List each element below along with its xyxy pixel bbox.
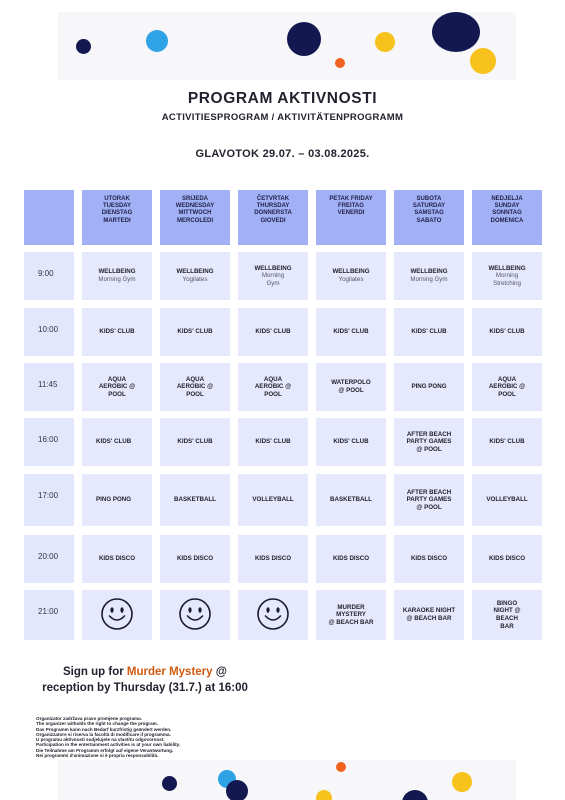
smiley-icon: [256, 597, 290, 634]
schedule-table: [24, 190, 548, 642]
time-label: 9:00: [38, 269, 54, 278]
activity-name: AFTER BEACH PARTY GAMES @ POOL: [406, 430, 452, 453]
activity-detail: Morning Gym: [410, 276, 448, 283]
time-label: 17:00: [38, 491, 59, 500]
day-name-line: TUESDAY: [102, 203, 132, 210]
day-name-line: DOMENICA: [490, 217, 524, 224]
activity-name: BASKETBALL: [174, 496, 216, 504]
activity-name: VOLLEYBALL: [486, 496, 528, 504]
signup-line2: reception by Thursday (31.7.) at 16:00: [42, 682, 248, 694]
activity-cell: [394, 252, 464, 300]
time-slot: [24, 535, 74, 583]
activity-cell: [160, 252, 230, 300]
day-name-line: SUNDAY: [494, 203, 520, 210]
activity-name: KIDS' CLUB: [177, 328, 213, 336]
day-name-line: MARTEDI: [103, 217, 131, 224]
day-header: [472, 190, 542, 245]
disclaimer-line: Organizator zadržava pravo promjene programa.: [36, 716, 142, 721]
day-header: [160, 190, 230, 245]
activity-name: MURDER MYSTERY @ BEACH BAR: [328, 603, 374, 626]
activity-name: AFTER BEACH PARTY GAMES @ POOL: [406, 488, 452, 511]
activity-cell: [472, 474, 542, 526]
day-name-line: DIENSTAG: [101, 210, 133, 217]
activity-cell: [238, 535, 308, 583]
activity-cell: [82, 252, 152, 300]
activity-name: WELLBEING: [410, 268, 448, 276]
activity-name: KIDS' CLUB: [489, 328, 525, 336]
activity-detail: Morning Gym: [98, 276, 136, 283]
page-title: PROGRAM AKTIVNOSTI: [187, 90, 378, 107]
day-name-line: FREITAG: [338, 203, 364, 210]
activity-cell: [160, 363, 230, 411]
activity-name: BASKETBALL: [330, 496, 372, 504]
date-range: GLAVOTOK 29.07. – 03.08.2025.: [195, 148, 370, 160]
activity-name: WELLBEING: [332, 268, 370, 276]
day-name-line: ČETVRTAK: [256, 196, 290, 202]
table-corner: [24, 190, 74, 245]
activity-detail: Yogilates: [182, 276, 208, 283]
activity-cell: [238, 308, 308, 356]
time-label: 21:00: [38, 607, 59, 616]
activity-cell: [238, 418, 308, 466]
activity-cell: [394, 308, 464, 356]
activity-cell-smiley: [82, 590, 152, 640]
day-name-line: SATURDAY: [412, 203, 446, 210]
signup-suffix: @: [212, 666, 227, 678]
decorative-dots-bottom: [58, 760, 516, 800]
activity-cell: [472, 363, 542, 411]
time-slot: [24, 418, 74, 466]
activity-cell: [316, 590, 386, 640]
activity-name: KIDS' CLUB: [99, 328, 135, 336]
day-header: [316, 190, 386, 245]
activity-cell-smiley: [238, 590, 308, 640]
activity-cell: [472, 418, 542, 466]
activity-cell: [316, 252, 386, 300]
day-name-line: SUBOTA: [416, 196, 442, 202]
activity-name: WELLBEING: [98, 268, 136, 276]
activity-cell: [160, 418, 230, 466]
disclaimer-line: The organizer witholds the right to change the program.: [36, 721, 158, 727]
activity-cell: [394, 474, 464, 526]
activity-name: AQUA AEROBIC @ POOL: [488, 375, 526, 398]
activity-cell: [316, 474, 386, 526]
activity-cell: [394, 418, 464, 466]
activity-name: WELLBEING: [176, 268, 214, 276]
day-name-line: SABATO: [416, 217, 442, 224]
disclaimer-line: U programu aktivnosti sudjelujete na vlastitu odgovornost.: [36, 737, 165, 743]
signup-note: [20, 664, 270, 696]
day-header: [238, 190, 308, 245]
activity-cell-smiley: [160, 590, 230, 640]
time-slot: [24, 590, 74, 640]
disclaimer-line: Nei programmi d'animazione si è propria responsabilità.: [36, 753, 159, 759]
activity-cell: [82, 363, 152, 411]
activity-name: KIDS' CLUB: [177, 438, 213, 446]
activity-cell: [238, 252, 308, 300]
activity-cell: [82, 535, 152, 583]
activity-name: PING PONG: [96, 496, 132, 504]
day-name-line: UTORAK: [104, 196, 130, 202]
activity-cell: [238, 474, 308, 526]
activity-name: KIDS' CLUB: [411, 328, 447, 336]
activity-name: VOLLEYBALL: [252, 496, 294, 504]
smiley-icon: [100, 597, 134, 634]
day-header: [394, 190, 464, 245]
activity-name: KARAOKE NIGHT @ BEACH BAR: [402, 607, 456, 622]
activity-name: WELLBEING: [488, 264, 526, 272]
activity-cell: [160, 474, 230, 526]
disclaimer: [36, 716, 296, 758]
activity-cell: [394, 535, 464, 583]
day-name-line: VENERDI: [337, 210, 365, 217]
activity-name: KIDS' CLUB: [255, 438, 291, 446]
day-name-line: SAMSTAG: [414, 210, 444, 217]
activity-detail: Morning Stretching: [493, 272, 521, 287]
day-name-line: NEDJELJA: [491, 196, 523, 202]
activity-cell: [316, 363, 386, 411]
day-name-line: MERCOLEDI: [177, 217, 213, 224]
decorative-dots-top: [58, 12, 516, 80]
activity-cell: [472, 590, 542, 640]
activity-detail: Morning Gym: [261, 272, 285, 287]
activity-detail: Yogilates: [338, 276, 364, 283]
activity-cell: [316, 535, 386, 583]
time-label: 16:00: [38, 435, 59, 444]
activity-cell: [394, 363, 464, 411]
time-slot: [24, 363, 74, 411]
activity-name: PING PONG: [411, 383, 447, 391]
activity-name: AQUA AEROBIC @ POOL: [254, 375, 292, 398]
activity-name: WATERPOLO @ POOL: [331, 379, 371, 394]
day-name-line: SONNTAG: [492, 210, 522, 217]
time-label: 10:00: [38, 325, 59, 334]
activity-name: KIDS' CLUB: [333, 328, 369, 336]
day-name-line: GIOVEDI: [260, 217, 286, 224]
activity-cell: [316, 308, 386, 356]
activity-cell: [82, 418, 152, 466]
time-slot: [24, 252, 74, 300]
activity-name: KIDS' CLUB: [96, 438, 132, 446]
time-label: 20:00: [38, 552, 59, 561]
day-name-line: DONNERSTA: [254, 210, 292, 217]
day-name-line: SRIJEDA: [181, 196, 208, 202]
activity-name: KIDS DISCO: [488, 555, 526, 563]
activity-cell: [82, 308, 152, 356]
activity-cell: [238, 363, 308, 411]
activity-cell: [472, 535, 542, 583]
activity-name: KIDS DISCO: [410, 555, 448, 563]
activity-name: KIDS DISCO: [254, 555, 292, 563]
time-slot: [24, 308, 74, 356]
activity-cell: [316, 418, 386, 466]
day-name-line: PETAK FRIDAY: [329, 196, 373, 202]
disclaimer-line: Die Teilnahme am Programm erfolgt auf eigene Verantwortung.: [36, 747, 174, 753]
disclaimer-line: Organizzatore si riserva la facoltà di modificare il programma.: [36, 731, 171, 737]
disclaimer-line: Participation in the entertainment activities is at your own liability.: [36, 742, 181, 748]
activity-name: AQUA AEROBIC @ POOL: [176, 375, 214, 398]
day-name-line: WEDNESDAY: [175, 203, 215, 210]
signup-highlight: Murder Mystery: [126, 666, 213, 678]
time-label: 11:45: [38, 380, 58, 389]
activity-cell: [394, 590, 464, 640]
day-header: [82, 190, 152, 245]
activity-cell: [82, 474, 152, 526]
day-name-line: THURSDAY: [256, 203, 290, 210]
time-slot: [24, 474, 74, 526]
activity-cell: [472, 308, 542, 356]
disclaimer-line: Das Programm kann nach Bedarf kurzfristig geändert werden.: [36, 726, 172, 732]
activity-name: AQUA AEROBIC @ POOL: [98, 375, 136, 398]
activity-name: KIDS DISCO: [332, 555, 370, 563]
activity-cell: [160, 308, 230, 356]
activity-name: KIDS DISCO: [176, 555, 214, 563]
page-subtitle: ACTIVITIESPROGRAM / AKTIVITÄTENPROGRAMM: [161, 112, 404, 123]
activity-name: WELLBEING: [254, 264, 292, 272]
activity-cell: [160, 535, 230, 583]
smiley-icon: [178, 597, 212, 634]
activity-name: KIDS' CLUB: [489, 438, 525, 446]
activity-name: KIDS' CLUB: [255, 328, 291, 336]
activity-name: KIDS DISCO: [98, 555, 136, 563]
signup-prefix: Sign up for: [63, 666, 127, 678]
activity-name: KIDS' CLUB: [333, 438, 369, 446]
activity-cell: [472, 252, 542, 300]
day-name-line: MITTWOCH: [178, 210, 212, 217]
activity-name: BINGO NIGHT @ BEACH BAR: [493, 599, 521, 630]
